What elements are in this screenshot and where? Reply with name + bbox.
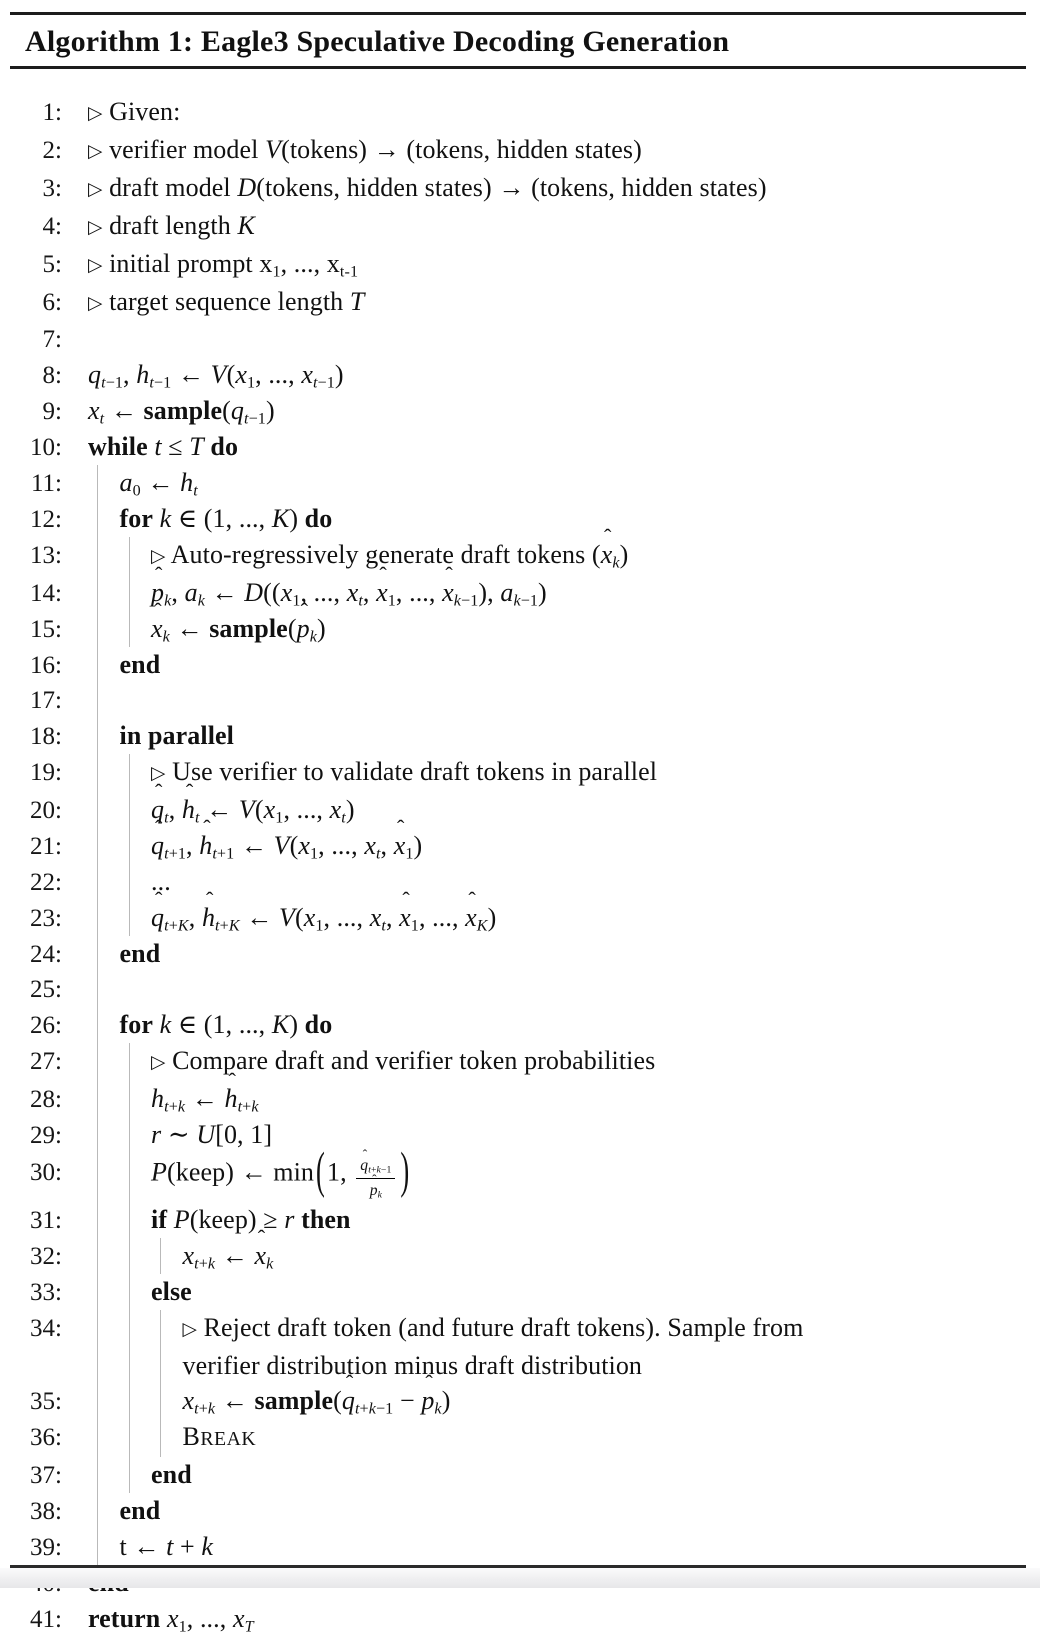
block-guide <box>129 754 130 792</box>
line-number: 27: <box>30 1048 62 1075</box>
line-content: ▷ Use verifier to validate draft tokens in parallel <box>151 757 658 786</box>
line-content: ▷ draft model D(tokens, hidden states) → (tokens, hidden states) <box>88 173 767 202</box>
algo-line-35 <box>0 1383 1040 1419</box>
block-guide <box>97 465 98 501</box>
line-number: 13: <box>30 542 62 569</box>
block-guide <box>129 575 130 611</box>
block-guide <box>97 501 98 537</box>
algo-line-34 <box>0 1310 1040 1383</box>
line-number: 10: <box>30 434 62 461</box>
algo-line-2 <box>0 132 1040 170</box>
algo-line-9 <box>0 393 1040 429</box>
line-content: $a_0$ ← $h_t$ <box>119 468 198 500</box>
block-guide <box>97 1529 98 1565</box>
algo-line-10 <box>0 429 1040 465</box>
line-number: 25: <box>30 976 62 1003</box>
line-content: ... <box>151 867 171 896</box>
block-guide <box>129 1043 130 1081</box>
line-number: 30: <box>30 1159 62 1187</box>
block-guide <box>97 683 98 718</box>
line-number: 36: <box>30 1424 62 1452</box>
algo-line-23 <box>0 900 1040 936</box>
algorithm-figure <box>0 12 1040 1636</box>
line-content: end <box>119 1496 161 1526</box>
block-guide <box>97 1383 98 1419</box>
algo-line-39 <box>0 1529 1040 1565</box>
line-number: 22: <box>30 869 62 896</box>
block-guide <box>97 792 98 828</box>
line-number: 24: <box>30 941 62 968</box>
block-guide <box>97 1419 98 1457</box>
block-guide <box>97 647 98 683</box>
line-number: 23: <box>30 905 62 932</box>
line-content: $q_{t-1}$, $h_{t-1}$ ← $V(x_1$, ..., $x_{t-1}$) <box>88 360 344 392</box>
line-number: 15: <box>30 616 62 643</box>
line-number: 39: <box>30 1534 62 1562</box>
line-number: 37: <box>30 1462 62 1490</box>
block-guide <box>97 1007 98 1043</box>
algo-line-16 <box>0 647 1040 683</box>
algo-line-17 <box>0 683 1040 718</box>
line-number: 7: <box>42 326 62 353</box>
algo-line-26 <box>0 1007 1040 1043</box>
block-guide <box>129 1153 130 1202</box>
algo-line-21 <box>0 828 1040 864</box>
line-content: if P(keep) ≥ r then <box>151 1205 351 1235</box>
algo-line-12 <box>0 501 1040 537</box>
line-content: $x_t$ ← $sample(q_{t-1})$ <box>88 396 275 428</box>
block-guide <box>129 611 130 647</box>
line-content: end <box>119 939 161 968</box>
line-content: ▷ verifier model V(tokens) → (tokens, hidden states) <box>88 135 642 164</box>
algo-line-4 <box>0 208 1040 246</box>
line-number: 8: <box>42 362 62 389</box>
line-number: 4: <box>42 213 62 240</box>
line-content: BREAK <box>182 1422 257 1452</box>
block-guide <box>129 537 130 575</box>
line-content: ▷ Given: <box>88 97 181 126</box>
algo-line-41 <box>0 1601 1040 1637</box>
algo-line-28 <box>0 1081 1040 1117</box>
line-content: q ˆ$_{t+K}$, h ˆ$_{t+K}$ ← $V(x_1$, ..., $x_t$, x ˆ$_1$, ..., x ˆ$_K$) <box>88 900 1040 935</box>
line-number: 6: <box>42 289 62 316</box>
line-content: ▷ Auto-regressively generate draft tokens (x ˆ$_k$) <box>88 537 1040 575</box>
line-content: return $x_1$, ..., $x_T$ <box>88 1604 254 1636</box>
block-guide <box>160 1383 161 1419</box>
line-content: in parallel <box>119 721 234 750</box>
block-guide <box>129 900 130 936</box>
line-number: 41: <box>30 1606 62 1634</box>
algo-line-38 <box>0 1493 1040 1529</box>
line-number: 5: <box>42 251 62 278</box>
block-guide <box>129 1238 130 1274</box>
algo-line-29 <box>0 1117 1040 1153</box>
line-content: ▷ Compare draft and verifier token probabilities <box>151 1046 656 1075</box>
block-guide <box>97 972 98 1007</box>
line-number: 19: <box>30 759 62 786</box>
line-content: q ˆ$_t$, h ˆ$_t$ ← $V(x_1$, ..., $x_t$) <box>88 792 1040 827</box>
block-guide <box>97 718 98 754</box>
algo-line-1 <box>0 94 1040 132</box>
line-number: 16: <box>30 652 62 679</box>
algo-line-36 <box>0 1419 1040 1457</box>
line-content: for k ∈ (1, ..., K) do <box>119 504 333 533</box>
algo-line-31 <box>0 1202 1040 1238</box>
block-guide <box>97 1274 98 1310</box>
block-guide <box>97 900 98 936</box>
block-guide <box>160 1310 161 1383</box>
block-guide <box>129 1310 130 1383</box>
line-content: p ˆ$_k$, $a_k$ ← $D((x_1$, ..., $x_t$, x ˆ$_1$, ..., x ˆ$_{k-1}$), $a_{k-1}$) <box>88 575 1040 610</box>
line-content: ▷ Reject draft token (and future draft tokens). Sample from verifier distribution minus draft distribution <box>182 1313 804 1381</box>
block-guide <box>97 1117 98 1153</box>
block-guide <box>160 1238 161 1274</box>
block-guide <box>97 1238 98 1274</box>
algo-line-11 <box>0 465 1040 501</box>
line-number: 1: <box>42 99 62 126</box>
block-guide <box>97 754 98 792</box>
block-guide <box>129 1081 130 1117</box>
block-guide <box>129 1202 130 1238</box>
block-guide <box>97 575 98 611</box>
block-guide <box>97 1043 98 1081</box>
line-number: 20: <box>30 797 62 824</box>
line-number: 3: <box>42 175 62 202</box>
line-number: 31: <box>30 1207 62 1235</box>
algo-line-25 <box>0 972 1040 1007</box>
block-guide <box>97 1202 98 1238</box>
line-number: 33: <box>30 1279 62 1307</box>
algo-line-3 <box>0 170 1040 208</box>
block-guide <box>97 936 98 972</box>
block-guide <box>160 1419 161 1457</box>
block-guide <box>129 1117 130 1153</box>
line-content: else <box>151 1277 192 1307</box>
line-number: 18: <box>30 723 62 750</box>
line-content: P(keep) ← min(1, $\frac{q ˆ_{t+k-1}}{p ˆ_k}$ ) <box>88 1153 1040 1202</box>
line-content: r ∼ U[0, 1] <box>151 1120 273 1149</box>
block-guide <box>129 1457 130 1493</box>
line-content: for k ∈ (1, ..., K) do <box>119 1010 333 1039</box>
algo-line-24 <box>0 936 1040 972</box>
line-number: 17: <box>30 687 62 714</box>
algo-line-33 <box>0 1274 1040 1310</box>
line-number: 28: <box>30 1086 62 1113</box>
algo-line-15 <box>0 611 1040 647</box>
line-number: 12: <box>30 506 62 533</box>
page-edge-band <box>0 1568 1040 1588</box>
line-content: t ← t + k <box>119 1532 214 1562</box>
line-content: $x_{t+k}$ ← sample(q ˆ$_{t+k-1}$ − p ˆ$_k$) <box>88 1383 1040 1418</box>
line-content: end <box>119 650 161 679</box>
line-number: 9: <box>42 398 62 425</box>
line-content: ▷ initial prompt $x_1$, ..., $x_{t-1}$ <box>88 249 359 281</box>
line-number: 11: <box>30 470 62 497</box>
algorithm-title: Algorithm 1: Eagle3 Speculative Decoding Generation <box>25 25 730 58</box>
line-number: 14: <box>30 580 62 607</box>
algo-line-30 <box>0 1141 1040 1202</box>
algo-line-6 <box>0 284 1040 322</box>
block-guide <box>129 828 130 864</box>
block-guide <box>97 864 98 900</box>
line-number: 34: <box>30 1315 62 1343</box>
algo-line-37 <box>0 1457 1040 1493</box>
algo-line-27 <box>0 1043 1040 1081</box>
line-content: $x_{t+k}$ ← x ˆ$_k$ <box>88 1238 1040 1273</box>
block-guide <box>97 828 98 864</box>
top-rule <box>10 12 1026 15</box>
line-number: 38: <box>30 1498 62 1526</box>
block-guide <box>129 1383 130 1419</box>
line-content: ▷ target sequence length T <box>88 287 365 316</box>
block-guide <box>97 1081 98 1117</box>
line-content: $h_{t+k}$ ← h ˆ$_{t+k}$ <box>88 1081 1040 1116</box>
algo-line-5 <box>0 246 1040 284</box>
block-guide <box>97 1457 98 1493</box>
algorithm-body <box>0 69 1040 1637</box>
line-content: x ˆ$_k$ ← sample(p ˆ$_k$) <box>88 611 1040 646</box>
block-guide <box>129 864 130 900</box>
block-guide <box>129 1419 130 1457</box>
block-guide <box>97 1493 98 1529</box>
block-guide <box>129 1274 130 1310</box>
algo-line-7 <box>0 322 1040 357</box>
algo-line-32 <box>0 1238 1040 1274</box>
line-number: 29: <box>30 1122 62 1149</box>
line-number: 32: <box>30 1243 62 1271</box>
block-guide <box>97 1310 98 1383</box>
line-number: 35: <box>30 1388 62 1416</box>
block-guide <box>129 792 130 828</box>
line-content: end <box>151 1460 192 1490</box>
block-guide <box>97 1153 98 1202</box>
block-guide <box>97 537 98 575</box>
line-number: 21: <box>30 833 62 860</box>
block-guide <box>97 611 98 647</box>
line-content: q ˆ$_{t+1}$, h ˆ$_{t+1}$ ← $V(x_1$, ..., $x_t$, x ˆ$_1$) <box>88 828 1040 863</box>
line-content: ▷ draft length K <box>88 211 255 240</box>
algo-line-18 <box>0 718 1040 754</box>
line-number: 2: <box>42 137 62 164</box>
line-number: 26: <box>30 1012 62 1039</box>
algo-line-8 <box>0 357 1040 393</box>
line-content: while t ≤ T do <box>88 432 239 461</box>
